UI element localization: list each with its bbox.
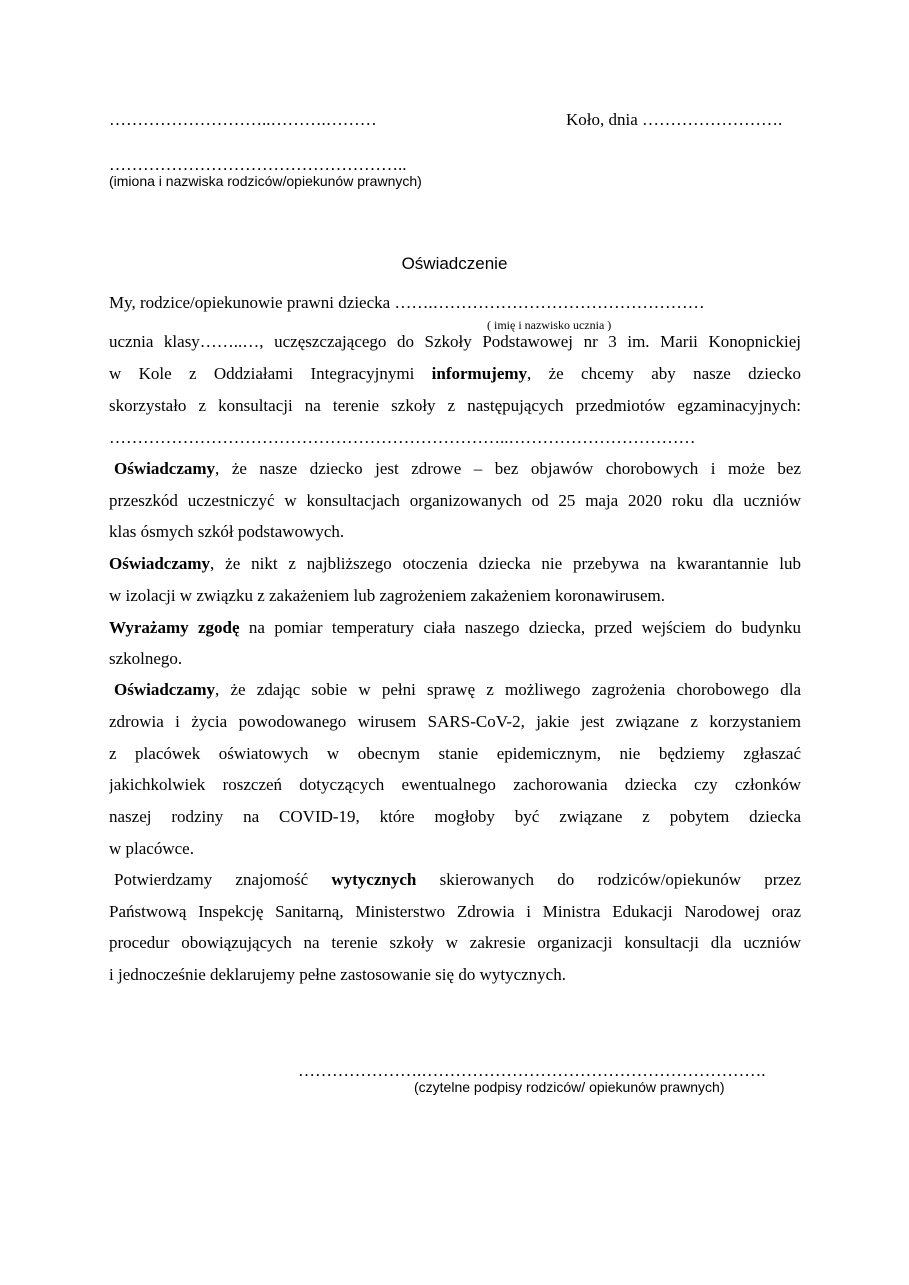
intro-line-4: skorzystało z konsultacji na terenie szkoły z następujących przedmiotów egzaminacyjnych: [109, 396, 801, 415]
p2-line-1-rest: , że nikt z najbliższego otoczenia dziecka nie przebywa na kwarantannie lub [210, 554, 801, 573]
p1-line-1-rest: , że nasze dziecko jest zdrowe – bez objawów chorobowych i może bez [215, 459, 801, 478]
signature-caption: (czytelne podpisy rodziców/ opiekunów prawnych) [414, 1079, 725, 1095]
date-line: Koło, dnia ……………………. [566, 110, 783, 129]
p4-line-6: w placówce. [109, 839, 194, 858]
subjects-dotted-line: ……………………………………………………………..…………………………… [109, 428, 696, 447]
intro-line-2: ucznia klasy……..…, uczęszczającego do Szkoły Podstawowej nr 3 im. Marii Konopnickiej [109, 332, 801, 351]
intro-line-3-after: , że chcemy aby nasze dziecko [527, 364, 801, 383]
p4-line-1-rest: , że zdając sobie w pełni sprawę z możliwego zagrożenia chorobowego dla [215, 680, 801, 699]
student-name-caption: ( imię i nazwisko ucznia ) [487, 318, 612, 332]
p3-line-1-rest: na pomiar temperatury ciała naszego dziecka, przed wejściem do budynku [239, 618, 801, 637]
intro-line-1: My, rodzice/opiekunowie prawni dziecka …….………………………………………… [109, 293, 705, 312]
p1-line-1 [114, 458, 801, 480]
intro-line-3 [109, 363, 801, 385]
p5-line-1 [114, 869, 801, 891]
wytycznych-bold: wytycznych [331, 870, 417, 889]
p5-line-2: Państwową Inspekcję Sanitarną, Ministerstwo Zdrowia i Ministra Edukacji Narodowej oraz [109, 902, 801, 921]
p4-bold: Oświadczamy [114, 680, 216, 699]
p2-line-2: w izolacji w związku z zakażeniem lub zagrożeniem zakażeniem koronawirusem. [109, 586, 666, 605]
p2-bold: Oświadczamy [109, 554, 211, 573]
p2-line-1 [109, 553, 801, 575]
p4-line-5: naszej rodziny na COVID-19, które mogłoby być związane z pobytem dziecka [109, 807, 801, 826]
p1-line-2: przeszkód uczestniczyć w konsultacjach organizowanych od 25 maja 2020 roku dla uczniów [109, 491, 801, 510]
p4-line-2: zdrowia i życia powodowanego wirusem SARS-CoV-2, jakie jest związane z korzystaniem [109, 712, 801, 731]
p4-line-1 [114, 679, 801, 701]
informujemy-bold: informujemy [431, 364, 528, 383]
p3-bold: Wyrażamy zgodę [109, 618, 240, 637]
p4-line-3: z placówek oświatowych w obecnym stanie epidemicznym, nie będziemy zgłaszać [109, 744, 801, 763]
p1-line-3: klas ósmych szkół podstawowych. [109, 522, 345, 541]
signature-dotted-line: ………………….……………………………………………………. [298, 1061, 766, 1080]
parents-dotted-line: …………………………………………….. [109, 155, 407, 174]
parents-caption: (imiona i nazwiska rodziców/opiekunów prawnych) [109, 173, 422, 189]
document-title: Oświadczenie [401, 254, 508, 273]
p1-bold: Oświadczamy [114, 459, 216, 478]
p5-line-1-before: Potwierdzamy znajomość [114, 870, 332, 889]
intro-line-3-before: w Kole z Oddziałami Integracyjnymi [109, 364, 432, 383]
p5-line-1-after: skierowanych do rodziców/opiekunów przez [416, 870, 801, 889]
parent-names-dotted-line: ………………………..……….……… [109, 110, 377, 129]
p5-line-3: procedur obowiązujących na terenie szkoły w zakresie organizacji konsultacji dla uczniów [109, 933, 801, 952]
p3-line-2: szkolnego. [109, 649, 183, 668]
p4-line-4: jakichkolwiek roszczeń dotyczących ewentualnego zachorowania dziecka czy członków [109, 775, 801, 794]
p3-line-1 [109, 617, 801, 639]
p5-line-4: i jednocześnie deklarujemy pełne zastosowanie się do wytycznych. [109, 965, 566, 984]
